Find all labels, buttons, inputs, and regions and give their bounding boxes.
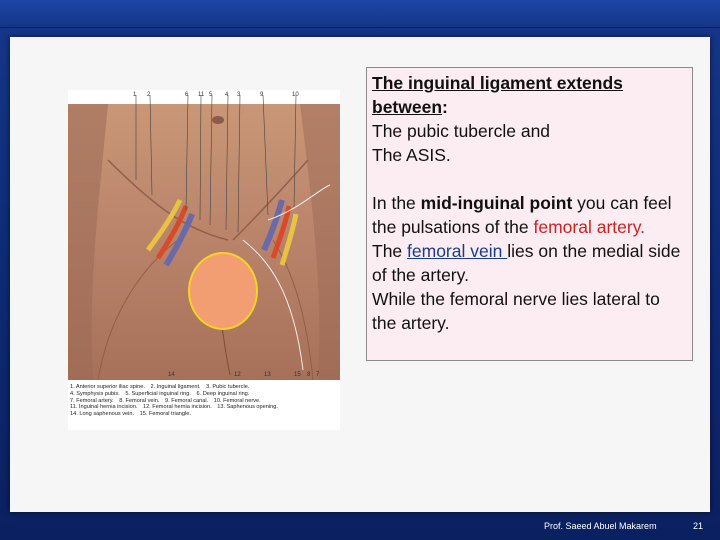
label-7: 7 xyxy=(316,372,320,378)
text-span: The xyxy=(372,241,408,261)
femoral-vein-underlined: femoral vein xyxy=(407,241,508,261)
legend-item: 8. Femoral vein. xyxy=(119,397,160,404)
label-10: 10 xyxy=(292,92,299,98)
legend-item: 9. Femoral canal. xyxy=(164,397,209,404)
censor-circle-overlay xyxy=(188,252,258,330)
legend-item: 13. Saphenous opening. xyxy=(217,404,278,411)
slide-number: 21 xyxy=(693,521,704,531)
femoral-vein-paragraph xyxy=(372,239,687,287)
label-15: 15 xyxy=(294,372,301,378)
notes-textbox xyxy=(366,67,693,361)
legend-row xyxy=(70,384,338,391)
label-9: 9 xyxy=(260,92,264,98)
legend-item: 3. Pubic tubercle. xyxy=(206,384,250,390)
heading-text: between xyxy=(372,97,443,117)
heading-line-1 xyxy=(372,71,687,95)
legend-item: 15. Femoral triangle. xyxy=(139,411,191,418)
paragraph-gap xyxy=(372,167,687,191)
label-1: 1 xyxy=(133,92,137,98)
mid-inguinal-point-bold: mid-inguinal point xyxy=(420,193,573,213)
legend-row xyxy=(70,404,338,411)
legend-item: 10. Femoral nerve. xyxy=(213,397,261,404)
inguinal-illustration xyxy=(68,90,340,380)
top-bar xyxy=(0,0,720,28)
label-14: 14 xyxy=(168,372,175,378)
label-8: 8 xyxy=(307,372,311,378)
label-5: 5 xyxy=(209,92,213,98)
legend-item: 6. Deep inguinal ring. xyxy=(196,390,250,397)
label-3: 3 xyxy=(237,92,241,98)
inguinal-region-photo xyxy=(68,90,340,380)
text-line: The pubic tubercle and xyxy=(372,121,551,141)
label-6: 6 xyxy=(185,92,189,98)
text-span: In the xyxy=(372,193,421,213)
mid-inguinal-paragraph xyxy=(372,191,687,239)
legend-item: 14. Long saphenous vein. xyxy=(70,411,135,418)
heading-text: The inguinal ligament extends xyxy=(372,73,623,93)
label-11: 11 xyxy=(198,92,205,98)
text-span: you can feel the pulsations of the xyxy=(372,193,672,237)
legend-row xyxy=(70,398,338,405)
legend-item: 7. Femoral artery. xyxy=(70,397,114,404)
legend-item: 4. Symphysis pubis. xyxy=(70,390,120,397)
label-13: 13 xyxy=(264,372,271,378)
figure-legend xyxy=(68,382,340,430)
legend-item: 11. Inguinal hernia incision. xyxy=(70,404,138,411)
legend-row xyxy=(70,391,338,398)
footer-author: Prof. Saeed Abuel Makarem xyxy=(544,521,657,531)
text-span: lies on the medial side of the artery. xyxy=(372,241,681,285)
legend-item: 2. Inguinal ligament. xyxy=(150,384,201,390)
legend-row xyxy=(70,411,338,418)
femoral-nerve-paragraph: While the femoral nerve lies lateral to the artery. xyxy=(372,289,660,333)
heading-colon: : xyxy=(442,97,448,117)
label-12: 12 xyxy=(234,372,241,378)
heading-line-2 xyxy=(372,95,687,119)
legend-item: 1. Anterior superior iliac spine. xyxy=(70,384,145,390)
femoral-artery-highlight: femoral artery. xyxy=(533,217,646,237)
text-line: The ASIS. xyxy=(372,145,451,165)
label-4: 4 xyxy=(225,92,229,98)
legend-item: 12. Femoral hernia incision. xyxy=(142,404,212,411)
legend-item: 5. Superficial inguinal ring. xyxy=(125,390,191,397)
label-2: 2 xyxy=(147,92,151,98)
